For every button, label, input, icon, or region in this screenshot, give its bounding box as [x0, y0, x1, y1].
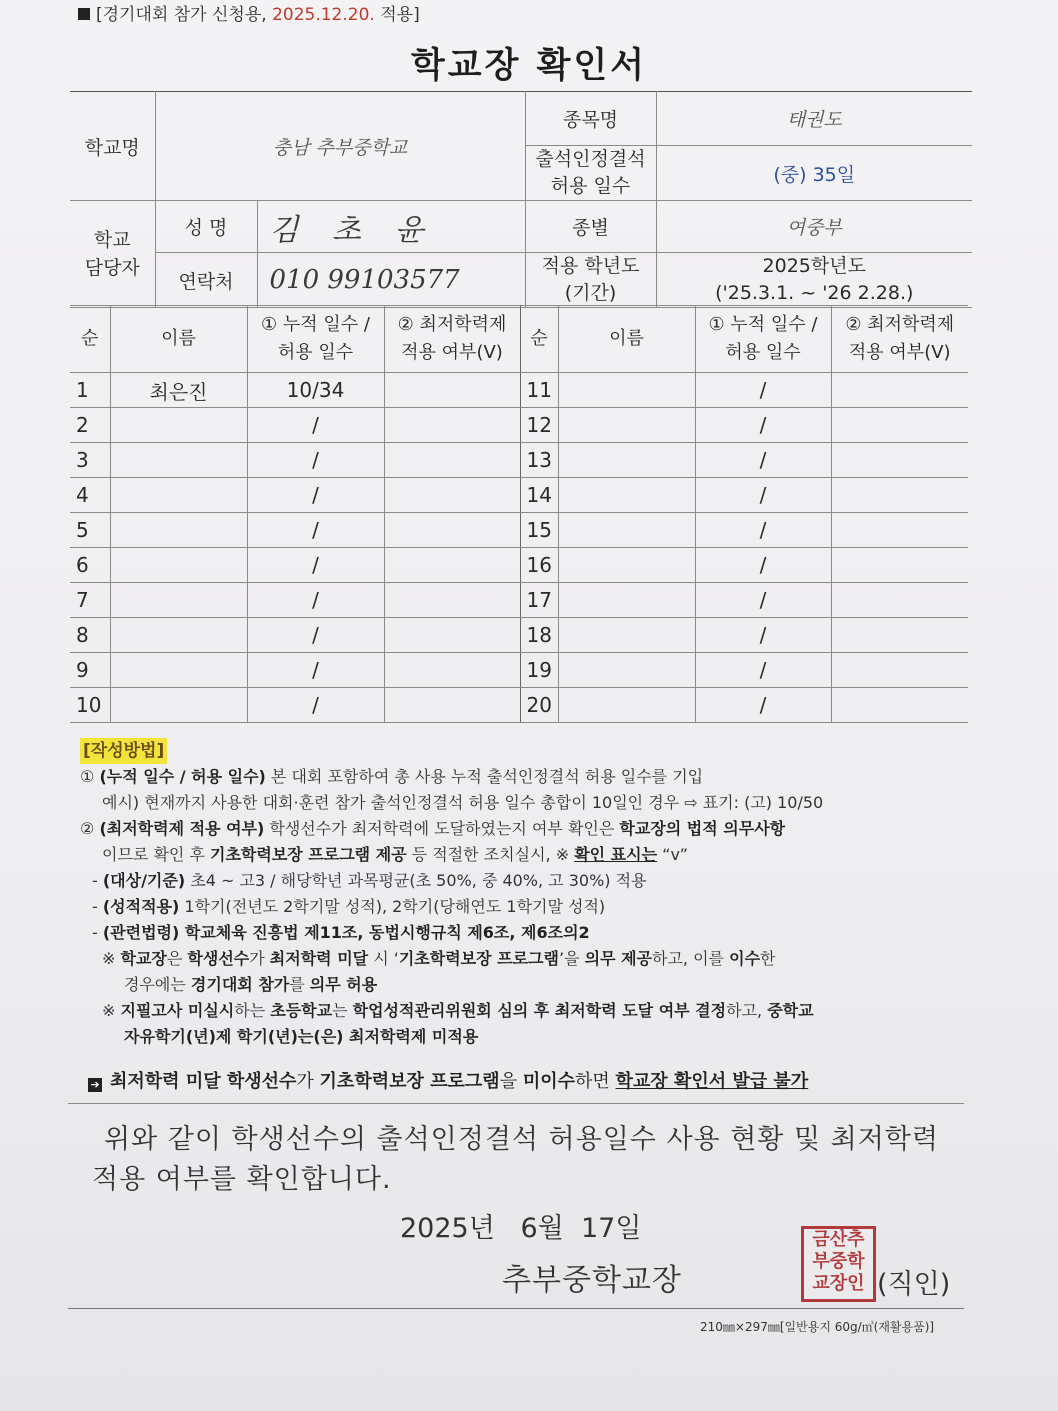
school-label: 학교명	[70, 92, 155, 201]
row-no: 8	[70, 618, 110, 653]
guide-line-3	[80, 816, 980, 842]
row-name	[558, 653, 695, 688]
guide-l5-b: (대상/기준)	[102, 871, 186, 890]
row-name	[110, 653, 247, 688]
row-name: 최은진	[110, 373, 247, 408]
row-name	[558, 513, 695, 548]
guide-line-1	[80, 764, 980, 790]
guide-heading: [작성방법]	[80, 738, 167, 764]
school-value: 충남 추부중학교	[155, 92, 525, 201]
row-min	[831, 583, 968, 618]
name-value: 김 초 윤	[257, 201, 525, 253]
guide-l6-b: (성적적용)	[102, 897, 180, 916]
confirmation-text	[92, 1120, 972, 1200]
row-no: 18	[520, 618, 558, 653]
row-min	[831, 478, 968, 513]
guide-l8-h: 기초학력보장 프로그램	[398, 949, 559, 968]
guide-line-4	[80, 842, 980, 868]
row-days: /	[247, 618, 384, 653]
row-no: 20	[520, 688, 558, 723]
guide-l8-m: 한	[760, 949, 776, 968]
guide-l4-d: 확인 표시는	[574, 845, 658, 864]
guide-l4-e: “v”	[657, 845, 688, 864]
confirm-line-1: 위와 같이 학생선수의 출석인정결석 허용일수 사용 현황 및 최저학력	[104, 1124, 939, 1155]
guide-line-6	[80, 894, 980, 920]
guide-l10-c: 하는	[234, 1001, 271, 1020]
row-min	[831, 443, 968, 478]
official-seal	[801, 1226, 876, 1302]
row-name	[558, 443, 695, 478]
list-header-row	[70, 306, 968, 373]
division-label: 종별	[525, 201, 656, 253]
final-f: 하면	[575, 1071, 616, 1092]
manager-label-line2: 담당자	[84, 257, 140, 279]
name-label: 성 명	[155, 201, 257, 253]
guide-l6-c: 1학기(전년도 2학기말 성적), 2학기(당해연도 1학기말 성적)	[179, 897, 606, 916]
row-min	[384, 618, 520, 653]
table-row	[70, 478, 968, 513]
guide-l8-b: 학교장	[120, 949, 167, 968]
row-days: /	[247, 408, 384, 443]
col-min-right-line1: ② 최저학력제	[845, 314, 955, 335]
guide-line-8	[80, 946, 980, 972]
year-label-line2: (기간)	[564, 282, 617, 304]
guide-l10-g: 하고,	[726, 1001, 768, 1020]
row-days: /	[695, 653, 831, 688]
row-no: 5	[70, 513, 110, 548]
year-value-cell	[656, 253, 972, 308]
col-min-right-line2: 적용 여부(V)	[848, 342, 951, 363]
guide-l10-h: 중학교	[767, 1001, 814, 1020]
row-no: 9	[70, 653, 110, 688]
final-notice	[88, 1067, 808, 1093]
manager-label-line1: 학교	[93, 229, 131, 251]
row-days: /	[247, 688, 384, 723]
period-value: ('25.3.1. ~ '26 2.28.)	[715, 282, 914, 304]
guide-line-9	[80, 972, 980, 998]
row-name	[110, 583, 247, 618]
guide-l4-a: 이므로 확인 후	[102, 845, 210, 864]
row-days: /	[247, 548, 384, 583]
final-e: 미이수	[522, 1071, 575, 1092]
header-table	[70, 91, 972, 308]
row-name	[558, 373, 695, 408]
row-min	[384, 478, 520, 513]
guide-l8-k: 하고, 이를	[652, 949, 730, 968]
row-min	[384, 548, 520, 583]
row-days: /	[695, 513, 831, 548]
row-min	[384, 373, 520, 408]
row-days: /	[695, 583, 831, 618]
row-no: 6	[70, 548, 110, 583]
year-label	[525, 253, 656, 308]
col-days-right	[695, 306, 831, 373]
col-days-left-line1: ① 누적 일수 /	[261, 314, 370, 335]
table-row	[70, 443, 968, 478]
table-row	[70, 548, 968, 583]
confirm-line-2: 적용 여부를 확인합니다.	[92, 1164, 392, 1195]
row-no: 12	[520, 408, 558, 443]
col-days-right-line1: ① 누적 일수 /	[708, 314, 818, 335]
row-days: 10/34	[247, 373, 384, 408]
row-days: /	[695, 548, 831, 583]
top-note	[78, 0, 420, 25]
row-name	[558, 618, 695, 653]
row-days: /	[695, 373, 831, 408]
col-min-left	[384, 306, 520, 373]
row-min	[831, 653, 968, 688]
guide-l7-a: -	[92, 923, 103, 942]
division-value: 여중부	[656, 201, 972, 253]
row-min	[831, 408, 968, 443]
final-g: 학교장 확인서 발급 불가	[615, 1071, 809, 1092]
row-name	[558, 408, 695, 443]
row-no: 3	[70, 443, 110, 478]
footer-divider	[68, 1308, 964, 1309]
row-min	[384, 653, 520, 688]
row-min	[384, 408, 520, 443]
guide-l3-b: (최저학력제 적용 여부)	[99, 819, 265, 838]
row-no: 2	[70, 408, 110, 443]
final-b: 가	[296, 1071, 320, 1092]
row-name	[110, 548, 247, 583]
absence-label	[525, 146, 656, 201]
guide-l9-c: 를	[289, 975, 310, 994]
row-min	[384, 443, 520, 478]
guide-line-10	[80, 998, 980, 1024]
top-note-suffix: 적용]	[380, 5, 420, 25]
table-row	[70, 653, 968, 688]
row-name	[558, 688, 695, 723]
guide-l8-j: 의무 제공	[584, 949, 653, 968]
row-name	[110, 478, 247, 513]
row-days: /	[695, 618, 831, 653]
final-c: 기초학력보장 프로그램	[319, 1071, 500, 1092]
row-min	[831, 513, 968, 548]
guide-l10-e: 는	[332, 1001, 353, 1020]
guide-l3-c: 학생선수가 최저학력에 도달하였는지 여부 확인은	[264, 819, 620, 838]
contact-label: 연락처	[155, 253, 257, 308]
guide-line-11: 자유학기(년)제 학기(년)는(은) 최저학력제 미적용	[124, 1027, 479, 1046]
guide-line-2: 예시) 현재까지 사용한 대회·훈련 참가 출석인정결석 허용 일수 총합이 10일인 경우 ⇨ 표기: (고) 10/50	[102, 793, 824, 812]
row-min	[384, 513, 520, 548]
row-no: 1	[70, 373, 110, 408]
absence-label-line2: 허용 일수	[550, 175, 631, 197]
guide-l8-e: 가	[249, 949, 270, 968]
guide-l6-a: -	[92, 897, 103, 916]
row-no: 14	[520, 478, 558, 513]
guide-l10-f: 학업성적관리위원회 심의 후 최저학력 도달 여부 결정	[352, 1001, 727, 1020]
col-min-left-line2: 적용 여부(V)	[401, 342, 503, 363]
top-note-prefix: [경기대회 참가 신청용,	[96, 5, 267, 25]
guide-l9-b: 경기대회 참가	[190, 975, 290, 994]
page-title: 학교장 확인서	[410, 46, 648, 86]
row-name	[110, 408, 247, 443]
row-min	[384, 688, 520, 723]
divider	[68, 1103, 964, 1104]
arrow-box-icon: ➔	[88, 1078, 102, 1092]
guide-l10-b: 지필고사 미실시	[120, 1001, 235, 1020]
row-name	[110, 688, 247, 723]
guide-l3-a: ②	[80, 819, 100, 838]
row-name	[558, 583, 695, 618]
guide-l8-l: 이수	[729, 949, 761, 968]
row-name	[110, 513, 247, 548]
row-days: /	[247, 583, 384, 618]
col-min-right	[831, 306, 968, 373]
event-label: 종목명	[525, 92, 656, 146]
guide-l10-d: 초등학교	[270, 1001, 333, 1020]
square-bullet-icon	[78, 8, 90, 20]
row-name	[558, 548, 695, 583]
table-row	[70, 373, 968, 408]
guide-l8-g: 시 ‘	[368, 949, 399, 968]
guide-l8-c: 은	[166, 949, 188, 968]
row-no: 15	[520, 513, 558, 548]
guide-l1-c: 본 대회 포함하여 총 사용 누적 출석인정결석 허용 일수를 기입	[265, 767, 704, 786]
top-note-date: 2025.12.20.	[272, 5, 375, 25]
col-days-right-line2: 허용 일수	[725, 342, 801, 363]
row-min	[831, 373, 968, 408]
guide-line-7	[80, 920, 980, 946]
final-a: 최저학력 미달 학생선수	[110, 1071, 297, 1092]
principal-name: 추부중학교장	[502, 1263, 682, 1298]
year-value: 2025학년도	[762, 255, 866, 277]
row-days: /	[695, 408, 831, 443]
table-row	[70, 618, 968, 653]
row-name	[110, 443, 247, 478]
table-row	[70, 583, 968, 618]
writing-guide	[80, 738, 980, 1050]
guide-line-5	[80, 868, 980, 894]
guide-l9-a: 경우에는	[124, 975, 191, 994]
row-name	[110, 618, 247, 653]
row-no: 11	[520, 373, 558, 408]
seal-label: (직인)	[877, 1269, 951, 1300]
seal-line-1: 금산추	[812, 1229, 865, 1250]
guide-l4-b: 기초학력보장 프로그램 제공	[210, 845, 407, 864]
row-no: 10	[70, 688, 110, 723]
col-name-left: 이름	[110, 306, 247, 373]
row-days: /	[695, 688, 831, 723]
guide-l9-d: 의무 허용	[309, 975, 378, 994]
col-min-left-line1: ② 최저학력제	[397, 314, 507, 335]
contact-value: 010 99103577	[257, 253, 525, 308]
guide-l1-b: (누적 일수 / 허용 일수)	[99, 767, 266, 786]
guide-l8-i: ’을	[558, 949, 585, 968]
row-days: /	[247, 478, 384, 513]
col-name-right: 이름	[558, 306, 695, 373]
row-days: /	[247, 513, 384, 548]
row-no: 17	[520, 583, 558, 618]
guide-l8-d: 학생선수	[187, 949, 250, 968]
row-days: /	[247, 443, 384, 478]
issue-date: 2025년 6월 17일	[400, 1213, 642, 1244]
guide-l8-f: 최저학력 미달	[269, 949, 369, 968]
table-row	[70, 688, 968, 723]
row-min	[831, 688, 968, 723]
col-no-left: 순	[70, 306, 110, 373]
guide-l3-d: 학교장의 법적 의무사항	[619, 819, 786, 838]
guide-l5-a: -	[92, 871, 103, 890]
event-value: 태권도	[656, 92, 972, 146]
row-days: /	[247, 653, 384, 688]
student-list-table	[70, 305, 968, 723]
table-row	[70, 513, 968, 548]
row-min	[384, 583, 520, 618]
guide-l5-c: 초4 ~ 고3 / 해당학년 과목평균(초 50%, 중 40%, 고 30%) 적용	[185, 871, 647, 890]
row-no: 7	[70, 583, 110, 618]
row-name	[558, 478, 695, 513]
col-no-right: 순	[520, 306, 558, 373]
row-min	[831, 618, 968, 653]
final-d: 을	[499, 1071, 523, 1092]
absence-value: (중) 35일	[656, 146, 972, 201]
row-days: /	[695, 443, 831, 478]
paper-spec-footer: 210㎜×297㎜[일반용지 60g/㎡(재활용품)]	[700, 1320, 935, 1334]
row-days: /	[695, 478, 831, 513]
row-no: 4	[70, 478, 110, 513]
col-days-left	[247, 306, 384, 373]
row-no: 16	[520, 548, 558, 583]
guide-l10-a: ※	[102, 1001, 121, 1020]
col-days-left-line2: 허용 일수	[277, 342, 354, 363]
guide-l1-a: ①	[80, 767, 100, 786]
table-row	[70, 408, 968, 443]
row-min	[831, 548, 968, 583]
absence-label-line1: 출석인정결석	[535, 148, 646, 170]
guide-l7-b: (관련법령) 학교체육 진흥법 제11조, 동법시행규칙 제6조, 제6조의2	[102, 923, 590, 942]
seal-line-2: 부중학	[812, 1251, 865, 1272]
guide-l8-a: ※	[102, 949, 121, 968]
row-no: 19	[520, 653, 558, 688]
guide-l4-c: 등 적절한 조치실시, ※	[406, 845, 575, 864]
manager-label	[70, 201, 155, 308]
year-label-line1: 적용 학년도	[541, 255, 640, 277]
seal-line-3: 교장인	[812, 1273, 865, 1294]
row-no: 13	[520, 443, 558, 478]
